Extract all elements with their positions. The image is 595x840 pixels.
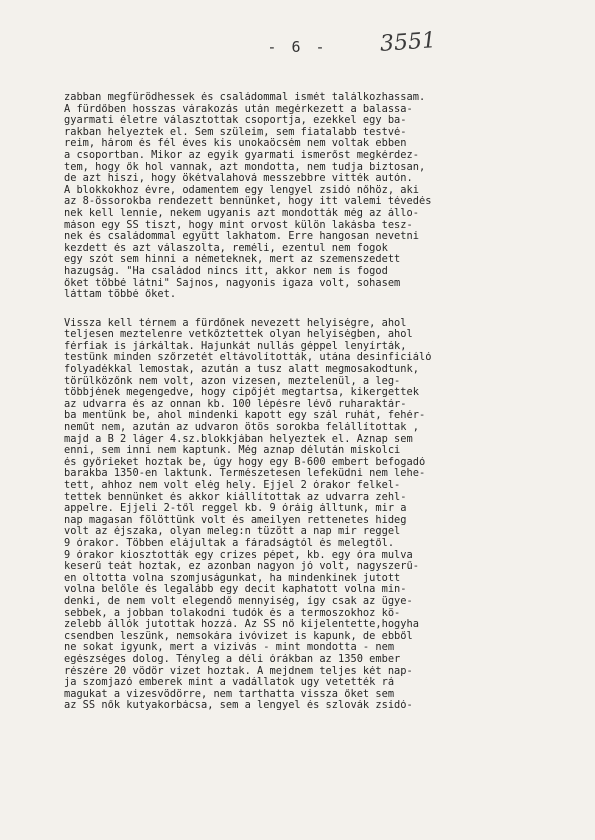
text-line: reim, három és fél éves kis unokaöcsém nem voltak ebben bbox=[64, 138, 407, 150]
text-line: magukat a vizesvödörre, nem tarthatta vissza őket sem bbox=[64, 688, 395, 700]
text-line: ba mentünk be, ahol mindenki kapott egy szál ruhát, fehér- bbox=[64, 410, 426, 422]
text-line: nap magasan fölöttünk volt és ameilyen rettenetes hideg bbox=[64, 514, 407, 526]
text-line: tem, hogy ők hol vannak, azt mondotta, nem tudja biztosan, bbox=[64, 161, 426, 173]
text-line: törülközőnk nem volt, azon vizesen, meztelenül, a leg- bbox=[64, 375, 401, 387]
text-line: zelebb állók jutottak hozzá. Az SS nő kijelentette,hogyha bbox=[64, 619, 419, 631]
text-line: csendben leszünk, nemsokára ivóvizet is kapunk, de ebből bbox=[64, 630, 413, 642]
text-line: az 8-össorokba rendezett bennünket, hogy itt valemi tévedés bbox=[64, 196, 432, 208]
text-line: tettek bennünket és akkor kiállítottak az udvarra zehl- bbox=[64, 491, 407, 503]
text-line: gyarmati életre választottak csoportja, ezekkel egy ba- bbox=[64, 115, 407, 127]
text-line: többjének megengedve, hogy cipőjét megtartsa, kikergettek bbox=[64, 387, 419, 399]
text-line: A fürdőben hosszas várakozás után megérkezett a balassa- bbox=[64, 103, 413, 115]
text-line: sebbek, a jobban tolakodni tudók és a termoszokhoz kö- bbox=[64, 607, 401, 619]
text-line: egy szót sem hinni a németeknek, mert az szemenszedett bbox=[64, 254, 401, 266]
text-line: máson egy SS tiszt, hogy mint orvost külön lakásba tesz- bbox=[64, 219, 413, 231]
text-line: részére 20 vödör vizet hoztak. A mejdnem teljes két nap- bbox=[64, 665, 413, 677]
text-line: nek és családommal együtt lakhatom. Erre hangosan nevetni bbox=[64, 231, 419, 243]
text-line: láttam többé őket. bbox=[64, 289, 177, 301]
text-line: az SS nők kutyakorbácsa, sem a lengyel és szlovák zsidó- bbox=[64, 700, 413, 712]
text-line: az udvarra és az onnan kb. 100 lépésre lévő ruharaktár- bbox=[64, 398, 407, 410]
page-number: - 6 - bbox=[267, 38, 328, 56]
text-line: testünk minden szőrzetét eltávolították, utána desinficiáló bbox=[64, 352, 432, 364]
text-line: őket többé látni" Sajnos, nagyonis igaza volt, sohasem bbox=[64, 277, 401, 289]
text-line: kezdett és azt válaszolta, reméli, ezentul nem fogok bbox=[64, 242, 388, 254]
text-line: barakba 1350-en laktunk. Természetesen lefeküdni nem lehe- bbox=[64, 468, 426, 480]
text-line: ne sokat igyunk, mert a vizivás - mint mondotta - nem bbox=[64, 642, 395, 654]
text-line: teljesen meztelenre vetkőztettek olyan helyiségben, ahol bbox=[64, 329, 413, 341]
testimony-text bbox=[64, 92, 564, 729]
text-line: zabban megfürödhessek és családommal ismét találkozhassam. bbox=[64, 92, 426, 103]
text-line: hazugság. "Ha családod nincs itt, akkor nem is fogod bbox=[64, 265, 388, 277]
text-line: és győrieket hoztak be, úgy hogy egy B-600 embert befogadó bbox=[64, 456, 426, 468]
text-line: en oltotta volna szomjuságunkat, ha mindenkinek jutott bbox=[64, 572, 401, 584]
text-line: tett, ahhoz nem volt elég hely. Éjjel 2 órakor felkel- bbox=[64, 480, 401, 491]
text-line: appelre. Éjjeli 2-től reggel kb. 9 óráig álltunk, mir a bbox=[64, 503, 407, 515]
text-line: 9 órakor. Többen elájultak a fáradságtól és melegtől. bbox=[64, 537, 395, 549]
text-line: keserű teát hoztak, ez azonban nagyon jó volt, nagyszerű- bbox=[64, 561, 419, 573]
paragraph bbox=[64, 92, 564, 301]
text-line: Vissza kell térnem a fürdőnek nevezett helyiségre, ahol bbox=[64, 317, 407, 329]
text-line: neműt nem, azután az udvaron ötös sorokba felállítottak , bbox=[64, 422, 419, 434]
text-line: volna belőle és legalább egy decit kaphatott volna min- bbox=[64, 584, 407, 596]
text-line: 9 órakor kiosztották egy crizes pépet, kb. egy óra mulva bbox=[64, 549, 413, 561]
text-line: a csoportban. Mikor az egyik gyarmati ismerőst megkérdez- bbox=[64, 149, 419, 161]
text-line: volt az éjszaka, olyan meleg:n tüzött a nap mir reggel bbox=[64, 526, 401, 538]
text-line: denki, de nem volt elegendő mennyiség, így csak az ügye- bbox=[64, 595, 413, 607]
text-line: de azt hiszi, hogy ökétvalahová messzebbre vitték autón. bbox=[64, 173, 413, 185]
handwritten-archive-number: 3551 bbox=[379, 28, 437, 57]
text-line: folyadékkal lemostak, azután a tusz alatt megmosakodtunk, bbox=[64, 364, 419, 376]
paragraph bbox=[64, 318, 564, 712]
text-line: ja szomjazó emberek mint a vadállatok ugy vetették rá bbox=[64, 677, 395, 689]
text-line: nek kell lennie, nekem ugyanis azt mondották még az állo- bbox=[64, 207, 419, 219]
text-line: rakban helyeztek el. Sem szüleim, sem fiatalabb testvé- bbox=[64, 126, 407, 138]
text-line: enni, sem inni nem kaptunk. Még aznap délután miskolci bbox=[64, 445, 401, 457]
text-line: férfiak is járkáltak. Hajunkát nullás géppel lenyírták, bbox=[64, 340, 407, 352]
text-line: egészséges dolog. Tényleg a déli órákban az 1350 ember bbox=[64, 653, 401, 665]
text-line: majd a B 2 láger 4.sz.blokkjában helyeztek el. Aznap sem bbox=[64, 433, 413, 445]
text-line: A blokkokhoz évre, odamentem egy lengyel zsidó nőhöz, aki bbox=[64, 184, 419, 196]
